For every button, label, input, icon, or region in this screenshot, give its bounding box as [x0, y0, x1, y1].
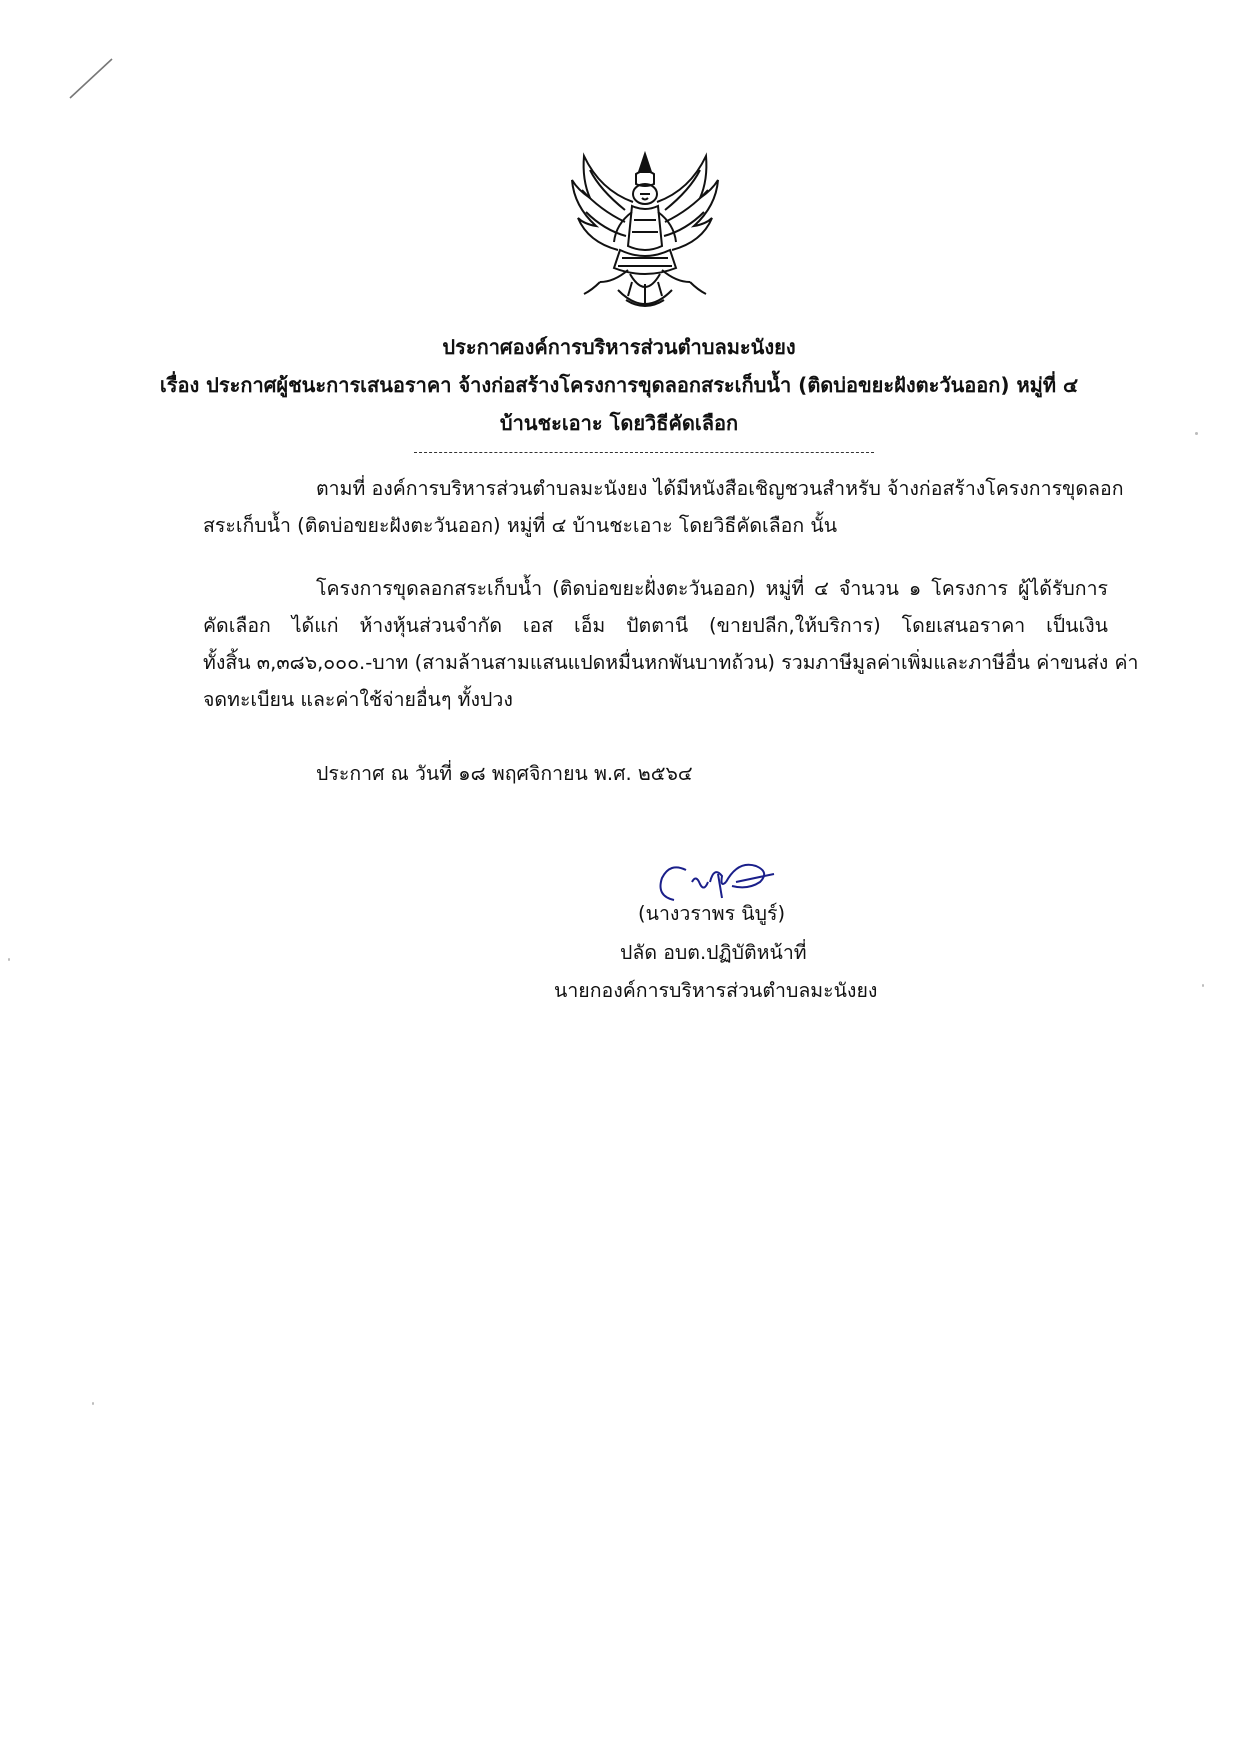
paragraph-award — [203, 570, 1139, 718]
scan-speck — [8, 958, 10, 961]
announcement-subject-continued: บ้านชะเอาะ โดยวิธีคัดเลือก — [499, 411, 739, 435]
garuda-emblem-icon — [570, 150, 720, 320]
title-divider — [414, 452, 874, 453]
paragraph-invitation — [203, 470, 1124, 544]
paragraph-line: จดทะเบียน และค่าใช้จ่ายอื่นๆ ทั้งปวง — [203, 688, 513, 711]
signatory-organization: นายกองค์การบริหารส่วนตำบลมะนังยง — [554, 979, 878, 1002]
paragraph-line: ตามที่ องค์การบริหารส่วนตำบลมะนังยง ได้มีหนังสือเชิญชวนสำหรับ จ้างก่อสร้างโครงการขุดลอก — [316, 477, 1124, 500]
announcement-title-block — [150, 328, 1088, 442]
scan-stroke-mark — [66, 56, 116, 102]
scan-speck — [1195, 432, 1198, 435]
announcement-issuer: ประกาศองค์การบริหารส่วนตำบลมะนังยง — [442, 335, 796, 359]
signatory-name: (นางวราพร นิบูร์) — [638, 902, 786, 925]
paragraph-line: โครงการขุดลอกสระเก็บน้ำ (ติดบ่อขยะฝั่งตะวันออก) หมู่ที่ ๔ จำนวน ๑ โครงการ ผู้ได้รับการ — [316, 577, 1108, 600]
scan-speck — [92, 1402, 94, 1405]
paragraph-line: ทั้งสิ้น ๓,๓๘๖,๐๐๐.-บาท (สามล้านสามแสนแปดหมื่นหกพันบาทถ้วน) รวมภาษีมูลค่าเพิ่มและภาษีอื่น ค่าขนส่ง ค่า — [203, 651, 1139, 674]
signatory-position: ปลัด อบต.ปฏิบัติหน้าที่ — [620, 941, 807, 964]
announcement-date: ประกาศ ณ วันที่ ๑๘ พฤศจิกายน พ.ศ. ๒๕๖๔ — [316, 762, 693, 785]
paragraph-line: สระเก็บน้ำ (ติดบ่อขยะฝังตะวันออก) หมู่ที่ ๔ บ้านชะเอาะ โดยวิธีคัดเลือก นั้น — [203, 514, 838, 537]
scan-speck — [1202, 984, 1204, 987]
announcement-subject: เรื่อง ประกาศผู้ชนะการเสนอราคา จ้างก่อสร้างโครงการขุดลอกสระเก็บน้ำ (ติดบ่อขยะฝังตะวันออก) หมู่ที่ ๔ — [159, 373, 1079, 397]
paragraph-line: คัดเลือก ได้แก่ ห้างหุ้นส่วนจำกัด เอส เอ็ม ปัตตานี (ขายปลีก,ให้บริการ) โดยเสนอราคา เป็นเงิน — [203, 614, 1108, 637]
